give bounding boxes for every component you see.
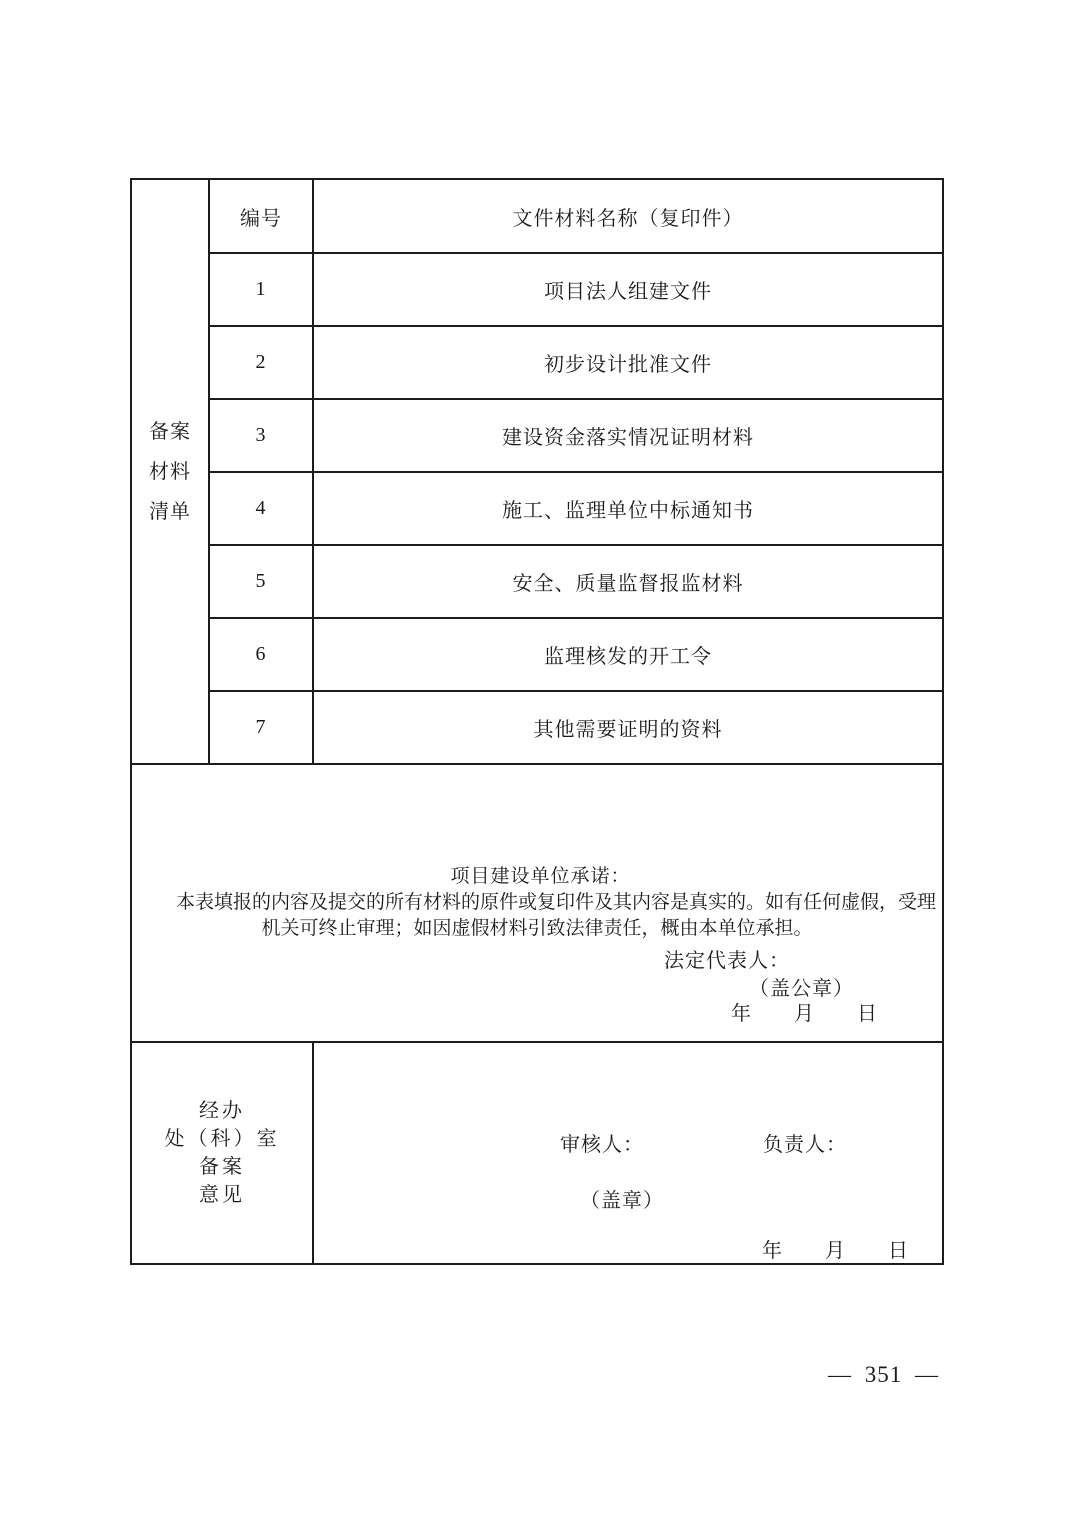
material-no: 5 bbox=[209, 545, 313, 618]
material-name: 安全、质量监督报监材料 bbox=[313, 545, 943, 618]
table-row bbox=[131, 691, 943, 764]
table-row bbox=[131, 253, 943, 326]
review-label-line: 处（科）室 bbox=[164, 1128, 280, 1150]
material-no: 2 bbox=[209, 326, 313, 399]
legal-representative-label: 法定代表人： bbox=[664, 950, 790, 972]
material-no: 7 bbox=[209, 691, 313, 764]
materials-label-line: 清单 bbox=[149, 500, 191, 523]
review-label-line: 意见 bbox=[199, 1184, 245, 1206]
office-seal-label: （盖章） bbox=[580, 1190, 664, 1212]
material-no: 3 bbox=[209, 399, 313, 472]
review-section-label bbox=[131, 1042, 313, 1264]
material-name: 施工、监理单位中标通知书 bbox=[313, 472, 943, 545]
materials-label-line: 材料 bbox=[149, 460, 191, 483]
commitment-title: 项目建设单位承诺： bbox=[450, 866, 631, 887]
company-seal-label: （盖公章） bbox=[749, 978, 854, 1000]
material-no: 6 bbox=[209, 618, 313, 691]
filing-form-table bbox=[130, 178, 944, 1265]
review-label-line: 经办 bbox=[199, 1100, 245, 1122]
review-row bbox=[131, 1042, 943, 1264]
table-row bbox=[131, 326, 943, 399]
commitment-date-line: 年 月 日 bbox=[731, 1003, 878, 1025]
column-header-name: 文件材料名称（复印件） bbox=[313, 179, 943, 253]
table-row bbox=[131, 545, 943, 618]
materials-section-label bbox=[131, 179, 209, 764]
page-number: — 351 — bbox=[828, 1362, 939, 1387]
material-name: 监理核发的开工令 bbox=[313, 618, 943, 691]
commitment-section bbox=[131, 764, 943, 1042]
review-date-line: 年 月 日 bbox=[762, 1240, 909, 1262]
reviewer-label: 审核人： bbox=[560, 1134, 644, 1156]
table-row bbox=[131, 618, 943, 691]
commitment-body: 本表填报的内容及提交的所有材料的原件或复印件及其内容是真实的。如有任何虚假，受理机关可终止审理；如因虚假材料引致法律责任，概由本单位承担。 bbox=[175, 892, 936, 939]
material-name: 建设资金落实情况证明材料 bbox=[313, 399, 943, 472]
commitment-row bbox=[131, 764, 943, 1042]
table-header-row bbox=[131, 179, 943, 253]
material-no: 4 bbox=[209, 472, 313, 545]
materials-label-line: 备案 bbox=[149, 420, 191, 443]
review-label-line: 备案 bbox=[199, 1156, 245, 1178]
material-no: 1 bbox=[209, 253, 313, 326]
table-row bbox=[131, 399, 943, 472]
table-row bbox=[131, 472, 943, 545]
review-section bbox=[313, 1042, 943, 1264]
material-name: 项目法人组建文件 bbox=[313, 253, 943, 326]
responsible-person-label: 负责人： bbox=[763, 1134, 847, 1156]
column-header-no: 编号 bbox=[209, 179, 313, 253]
material-name: 其他需要证明的资料 bbox=[313, 691, 943, 764]
material-name: 初步设计批准文件 bbox=[313, 326, 943, 399]
